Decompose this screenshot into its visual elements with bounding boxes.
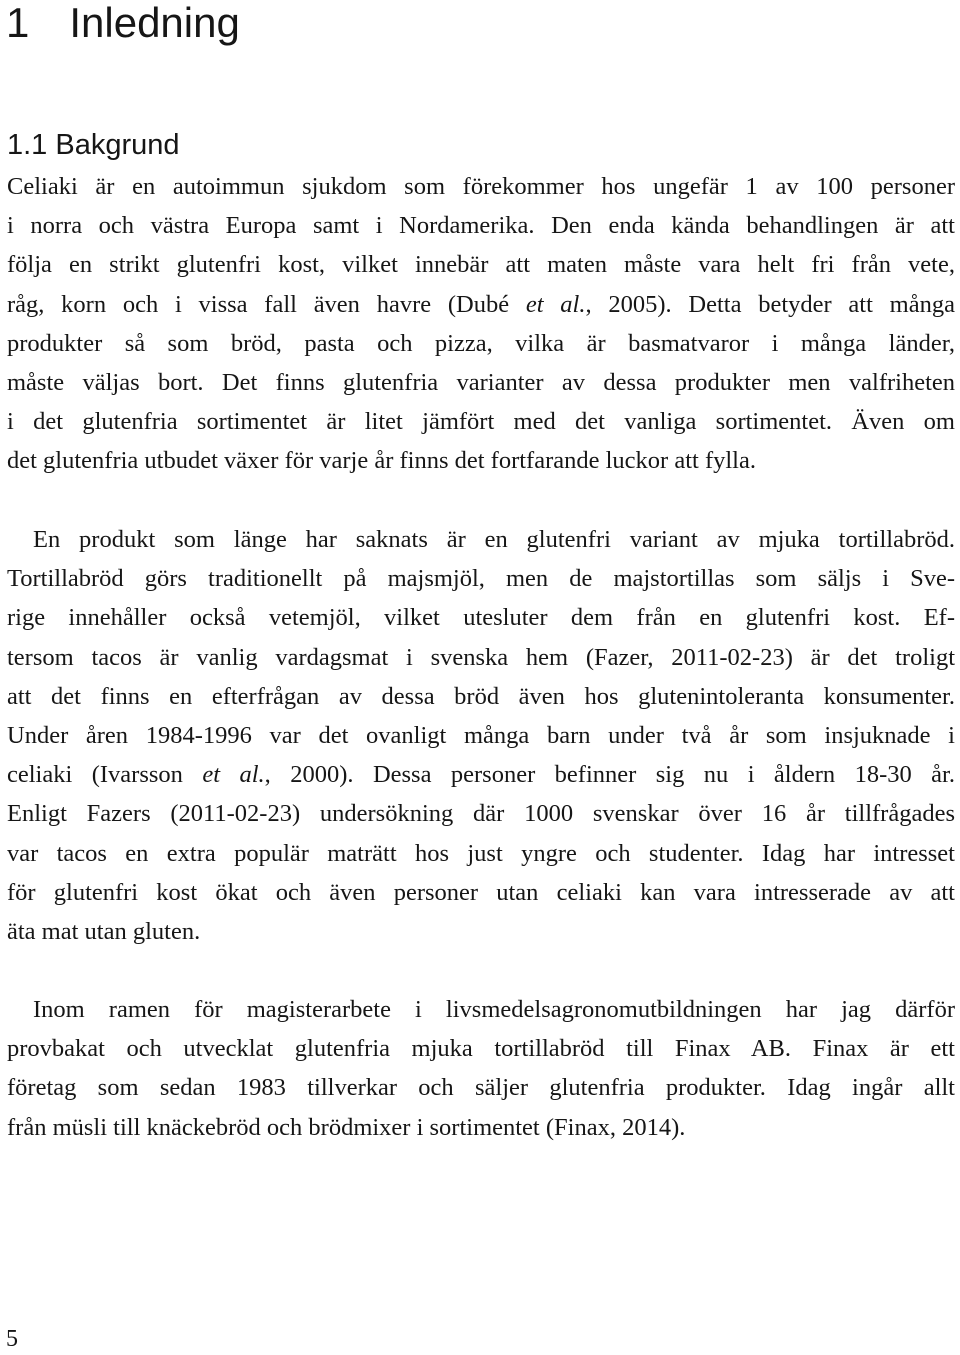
text-line: från müsli till knäckebröd och brödmixer i sortimentet (Finax, 2014). <box>7 1113 686 1141</box>
text-line: att det finns en efterfrågan av dessa bröd även hos glutenintoleranta konsumenter. <box>7 682 955 710</box>
text-line: för glutenfri kost ökat och även personer utan celiaki kan vara intresserade av att <box>7 878 955 906</box>
paragraph-2 <box>7 520 955 951</box>
text-line: En produkt som länge har saknats är en glutenfri variant av mjuka tortillabröd. <box>33 526 955 553</box>
text-line: i det glutenfria sortimentet är litet jämfört med det vanliga sortimentet. Även om <box>7 408 955 436</box>
text-line: råg, korn och i vissa fall även havre (Dubé et al., 2005). Detta betyder att många <box>7 290 955 318</box>
text-line: företag som sedan 1983 tillverkar och säljer glutenfria produkter. Idag ingår allt <box>7 1074 955 1102</box>
text-line: i norra och västra Europa samt i Nordamerika. Den enda kända behandlingen är att <box>7 212 955 240</box>
section-heading: 1.1 Bakgrund <box>7 129 180 161</box>
paragraph-3 <box>7 990 955 1147</box>
paragraph-1 <box>7 167 955 481</box>
text-line: Inom ramen för magisterarbete i livsmedelsagronomutbildningen har jag därför <box>33 996 955 1023</box>
chapter-title: Inledning <box>69 0 240 46</box>
text-line: det glutenfria utbudet växer för varje år finns det fortfarande luckor att fylla. <box>7 447 756 475</box>
text-line: Under åren 1984-1996 var det ovanligt många barn under två år som insjuknade i <box>7 721 955 749</box>
chapter-number: 1 <box>6 0 30 46</box>
text-line: äta mat utan gluten. <box>7 917 201 945</box>
page-number: 5 <box>6 1326 18 1352</box>
text-line: produkter så som bröd, pasta och pizza, vilka är basmatvaror i många länder, <box>7 329 955 357</box>
chapter-heading <box>6 0 240 46</box>
text-line: följa en strikt glutenfri kost, vilket innebär att maten måste vara helt fri från vete, <box>7 251 955 279</box>
text-line: Tortillabröd görs traditionellt på majsmjöl, men de majstortillas som säljs i Sve- <box>7 565 955 593</box>
text-line: var tacos en extra populär maträtt hos just yngre och studenter. Idag har intresset <box>7 839 955 867</box>
text-line: provbakat och utvecklat glutenfria mjuka tortillabröd till Finax AB. Finax är ett <box>7 1035 955 1063</box>
italic-citation: et al. <box>525 290 586 318</box>
text-line: Celiaki är en autoimmun sjukdom som förekommer hos ungefär 1 av 100 personer <box>7 173 955 200</box>
text-line: måste väljas bort. Det finns glutenfria varianter av dessa produkter men valfriheten <box>7 368 955 396</box>
italic-citation: et al. <box>202 761 265 789</box>
text-line: Enligt Fazers (2011-02-23) undersökning där 1000 svenskar över 16 år tillfrågades <box>7 800 955 828</box>
text-line: tersom tacos är vanlig vardagsmat i svenska hem (Fazer, 2011-02-23) är det troligt <box>7 643 955 671</box>
text-line: celiaki (Ivarsson et al., 2000). Dessa personer befinner sig nu i åldern 18-30 år. <box>7 761 955 789</box>
text-line: rige innehåller också vetemjöl, vilket utesluter dem från en glutenfri kost. Ef- <box>7 604 955 632</box>
